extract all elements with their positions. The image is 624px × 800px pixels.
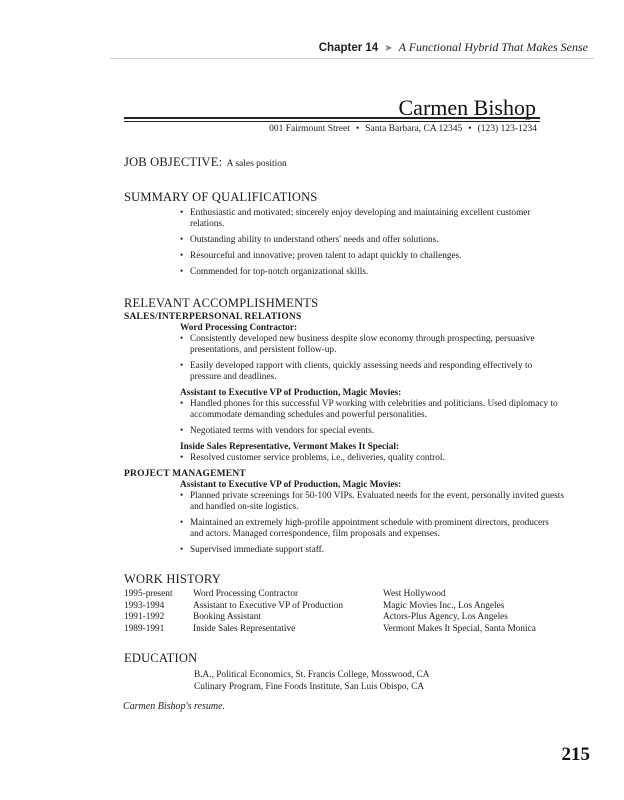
page-number: 215 bbox=[561, 744, 590, 765]
job-title: Word Processing Contractor: bbox=[180, 323, 298, 333]
name-divider-thick bbox=[124, 117, 540, 119]
list-item: • Planned private screenings for 50-100 VIPs. Evaluated needs for the event, personally invited guests and handled on-site logistics. bbox=[180, 491, 564, 513]
work-years: 1993-1994 bbox=[124, 600, 165, 611]
table-row bbox=[124, 601, 536, 613]
job-title: Inside Sales Representative, Vermont Makes It Special: bbox=[180, 442, 400, 452]
list-item: • Maintained an extremely high-profile appointment schedule with prominent directors, producers and actors. Managed correspondence, film proposals and expenses. bbox=[180, 518, 564, 540]
table-row bbox=[124, 589, 536, 601]
objective-heading: JOB OBJECTIVE: bbox=[124, 155, 223, 169]
table-row bbox=[124, 612, 536, 624]
objective-section bbox=[124, 155, 564, 170]
work-table bbox=[124, 589, 536, 635]
work-place: Actors-Plus Agency, Los Angeles bbox=[383, 612, 508, 622]
work-place: Magic Movies Inc., Los Angeles bbox=[383, 600, 505, 611]
job-list bbox=[180, 453, 564, 464]
chapter-title: A Functional Hybrid That Makes Sense bbox=[398, 40, 588, 54]
figure-caption: Carmen Bishop's resume. bbox=[123, 701, 226, 712]
list-item: • Resourceful and innovative; proven talent to adapt quickly to challenges. bbox=[180, 251, 564, 262]
chapter-label: Chapter 14 bbox=[318, 42, 379, 54]
work-years: 1989-1991 bbox=[124, 623, 165, 634]
list-item: • Negotiated terms with vendors for special events. bbox=[180, 426, 564, 437]
contact-line bbox=[269, 124, 537, 134]
list-item: • Supervised immediate support staff. bbox=[180, 545, 564, 556]
resume-name: Carmen Bishop bbox=[398, 95, 536, 120]
list-item: B.A., Political Economics, St. Francis College, Mosswood, CA bbox=[194, 670, 430, 680]
summary-section bbox=[124, 190, 564, 278]
work-years: 1991-1992 bbox=[124, 612, 165, 622]
summary-heading: SUMMARY OF QUALIFICATIONS bbox=[124, 190, 318, 204]
contact-separator: • bbox=[355, 124, 360, 134]
list-item: Culinary Program, Fine Foods Institute, San Luis Obispo, CA bbox=[194, 682, 425, 692]
header-divider bbox=[110, 58, 594, 59]
summary-list bbox=[180, 208, 564, 278]
arrow-icon: ➤ bbox=[384, 43, 393, 54]
work-section bbox=[124, 572, 564, 635]
work-title: Word Processing Contractor bbox=[193, 589, 299, 599]
sales-subheading: SALES/INTERPERSONAL RELATIONS bbox=[124, 312, 302, 322]
running-header bbox=[319, 40, 588, 55]
contact-phone: (123) 123-1234 bbox=[477, 124, 537, 134]
accomplishments-section bbox=[124, 296, 564, 556]
education-list bbox=[194, 669, 564, 693]
objective-value: A sales position bbox=[226, 159, 287, 169]
list-item: • Consistently developed new business despite slow economy through prospecting, persuasive presentations, and persistent follow-up. bbox=[180, 334, 564, 356]
work-place: West Hollywood bbox=[383, 589, 446, 599]
contact-city: Santa Barbara, CA 12345 bbox=[365, 124, 463, 134]
contact-address: 001 Fairmount Street bbox=[269, 124, 350, 134]
list-item: • Outstanding ability to understand others' needs and offer solutions. bbox=[180, 235, 564, 246]
table-row bbox=[124, 624, 536, 636]
education-heading: EDUCATION bbox=[124, 651, 198, 665]
work-title: Inside Sales Representative bbox=[193, 623, 296, 634]
list-item: • Enthusiastic and motivated; sincerely enjoy developing and maintaining excellent customer relations. bbox=[180, 208, 564, 230]
job-list bbox=[180, 334, 564, 383]
job-title: Assistant to Executive VP of Production, Magic Movies: bbox=[180, 480, 402, 490]
work-title: Booking Assistant bbox=[193, 612, 261, 622]
work-heading: WORK HISTORY bbox=[124, 572, 221, 586]
work-place: Vermont Makes It Special, Santa Monica bbox=[383, 623, 536, 634]
resume-body bbox=[124, 155, 564, 711]
job-list bbox=[180, 399, 564, 437]
list-item: • Handled phones for this successful VP working with celebrities and politicians. Used diplomacy to accommodate demanding schedules and powerful personalities. bbox=[180, 399, 564, 421]
work-years: 1995-present bbox=[124, 589, 173, 599]
education-section bbox=[124, 651, 564, 693]
work-title: Assistant to Executive VP of Production bbox=[193, 600, 344, 611]
accomplishments-heading: RELEVANT ACCOMPLISHMENTS bbox=[124, 296, 319, 310]
list-item: • Easily developed rapport with clients, quickly assessing needs and responding effectively to pressure and deadlines. bbox=[180, 361, 564, 383]
job-title: Assistant to Executive VP of Production, Magic Movies: bbox=[180, 388, 402, 398]
contact-separator: • bbox=[468, 124, 472, 134]
list-item: • Resolved customer service problems, i.e., deliveries, quality control. bbox=[180, 453, 564, 464]
project-subheading: PROJECT MANAGEMENT bbox=[124, 469, 246, 479]
job-list bbox=[180, 491, 564, 556]
list-item: • Commended for top-notch organizational skills. bbox=[180, 267, 564, 278]
name-divider-thin bbox=[124, 121, 540, 122]
